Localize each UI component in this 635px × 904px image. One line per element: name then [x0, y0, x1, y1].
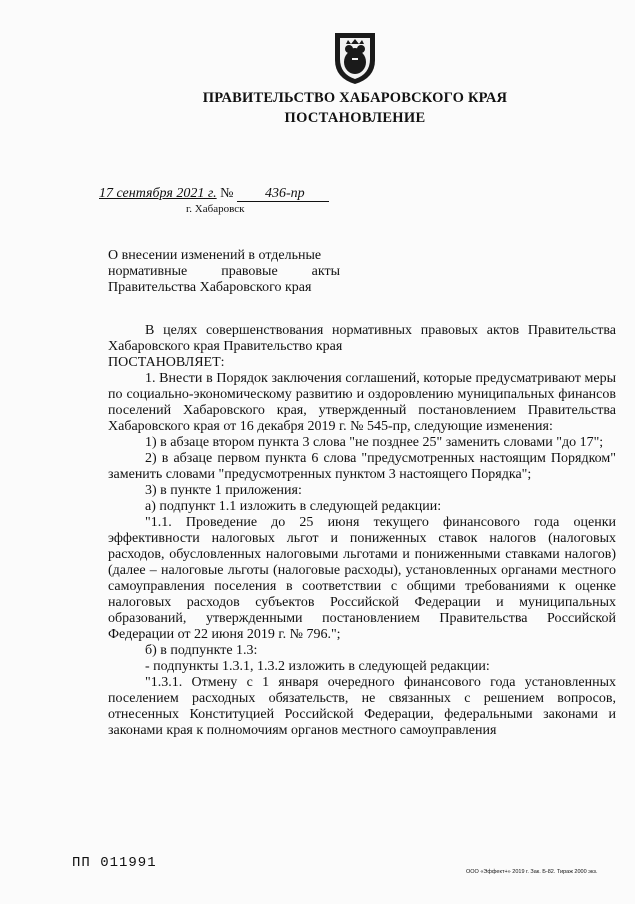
- paragraph: 3) в пункте 1 приложения:: [145, 483, 302, 498]
- subject-line: Правительства Хабаровского края: [108, 280, 312, 295]
- document-type-title: ПОСТАНОВЛЕНИЕ: [284, 110, 426, 126]
- paragraph: а) подпункт 1.1 изложить в следующей редакции:: [145, 499, 442, 514]
- paragraph: ПОСТАНОВЛЯЕТ:: [108, 355, 225, 370]
- form-serial-code: ПП 011991: [72, 855, 157, 871]
- paragraph: 1) в абзаце втором пункта 3 слова "не позднее 25" заменить словами "до 17";: [145, 435, 604, 450]
- paragraph: б) в подпункте 1.3:: [145, 643, 258, 658]
- khabarovsk-coat-of-arms-icon: [332, 30, 378, 86]
- date-number-line: [99, 186, 329, 202]
- document-body: [108, 323, 616, 739]
- paragraph: - подпункты 1.3.1, 1.3.2 изложить в следующей редакции:: [145, 659, 490, 674]
- paragraph: "1.1. Проведение до 25 июня текущего финансового года оценки эффективности налоговых льгот и пониженных ставок налогов (налоговых расходов, обусловленных налоговыми льготами и пониженными ставками налогов) (далее – налоговые льготы (налоговые расходы), установленных органами местного самоуправления поселения в соответствии с общими требованиями к оценке налоговых расходов субъектов Российской Федерации и муниципальных образований, утвержденными постановлением Правительства Российской Федерации от 22 июня 2019 г. № 796.";: [108, 515, 616, 642]
- paragraph: 2) в абзаце первом пункта 6 слова "предусмотренных настоящим Порядком" заменить словами "предусмотренных пунктом 3 настоящего Порядка";: [108, 451, 616, 482]
- document-date: 17 сентября 2021 г.: [99, 186, 217, 201]
- document-city: г. Хабаровск: [186, 203, 245, 215]
- government-title: ПРАВИТЕЛЬСТВО ХАБАРОВСКОГО КРАЯ: [202, 90, 508, 106]
- document-number: 436-пр: [237, 186, 329, 202]
- subject-line: нормативные правовые акты: [108, 264, 340, 279]
- document-subject: [108, 248, 340, 296]
- subject-line: О внесении изменений в отдельные: [108, 248, 322, 263]
- number-sign: №: [220, 186, 234, 201]
- paragraph: В целях совершенствования нормативных правовых актов Правительства Хабаровского края Правительство края: [108, 323, 616, 354]
- printer-imprint: ООО «Эффект+» 2019 г. Зак. Б-82. Тираж 2000 экз.: [466, 869, 598, 875]
- paragraph: "1.3.1. Отмену с 1 января очередного финансового года установленных поселением расходных обязательств, не связанных с решением вопросов, отнесенных Конституцией Российской Федерации, федеральными законами и законами края к полномочиям органов местного самоуправления: [108, 675, 616, 738]
- paragraph: 1. Внести в Порядок заключения соглашений, которые предусматривают меры по социально-экономическому развитию и оздоровлению муниципальных финансов поселений Хабаровского края, утвержденный постановлением Правительства Хабаровского края от 16 декабря 2019 г. № 545-пр, следующие изменения:: [108, 371, 616, 434]
